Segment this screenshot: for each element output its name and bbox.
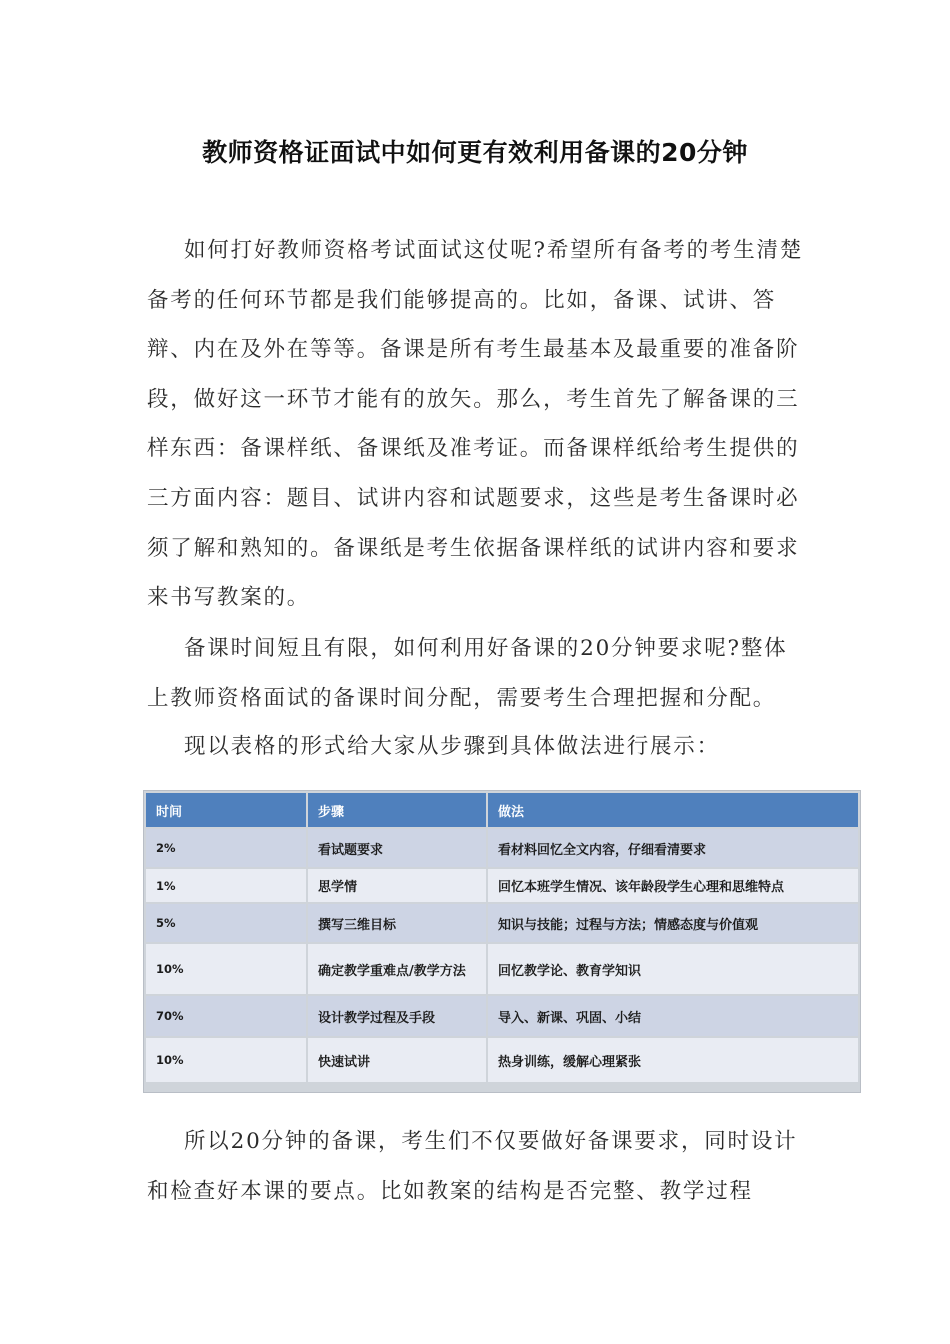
paragraph-conclusion: 所以20分钟的备课，考生们不仅要做好备课要求，同时设计和检查好本课的要点。比如教案的结构是否完整、教学过程 (147, 1129, 798, 1204)
header-step: 步骤 (308, 793, 486, 827)
cell-time: 1% (146, 869, 306, 902)
cell-time: 10% (146, 944, 306, 994)
table-row (146, 904, 858, 942)
cell-time: 5% (146, 904, 306, 942)
cell-step: 快速试讲 (308, 1038, 486, 1082)
cell-step: 确定教学重难点/教学方法 (308, 944, 486, 994)
document-title: 教师资格证面试中如何更有效利用备课的20分钟 (202, 138, 748, 167)
cell-method: 看材料回忆全文内容，仔细看清要求 (488, 829, 858, 867)
cell-step: 设计教学过程及手段 (308, 996, 486, 1036)
schedule-table-container (143, 790, 861, 1093)
header-method: 做法 (488, 793, 858, 827)
cell-method: 回忆教学论、教育学知识 (488, 944, 858, 994)
header-time: 时间 (146, 793, 306, 827)
cell-method: 知识与技能；过程与方法；情感态度与价值观 (488, 904, 858, 942)
table-row (146, 944, 858, 994)
table-row (146, 1038, 858, 1082)
cell-time: 2% (146, 829, 306, 867)
table-row (146, 996, 858, 1036)
table-row (146, 829, 858, 867)
cell-step: 思学情 (308, 869, 486, 902)
schedule-table (144, 791, 860, 1084)
cell-method: 导入、新课、巩固、小结 (488, 996, 858, 1036)
cell-time: 70% (146, 996, 306, 1036)
paragraph-table-intro: 现以表格的形式给大家从步骤到具体做法进行展示： (184, 734, 720, 759)
cell-step: 撰写三维目标 (308, 904, 486, 942)
cell-time: 10% (146, 1038, 306, 1082)
table-row (146, 869, 858, 902)
paragraph-intro: 如何打好教师资格考试面试这仗呢?希望所有备考的考生清楚备考的任何环节都是我们能够提高的。比如，备课、试讲、答辩、内在及外在等等。备课是所有考生最基本及最重要的准备阶段，做好这一环节才能有的放矢。那么，考生首先了解备课的三样东西：备课样纸、备课纸及准考证。而备课样纸给考生提供的三方面内容：题目、试讲内容和试题要求，这些是考生备课时必须了解和熟知的。备课纸是考生依据备课样纸的试讲内容和要求来书写教案的。 (147, 238, 804, 611)
paragraph-time-allocation: 备课时间短且有限，如何利用好备课的20分钟要求呢?整体上教师资格面试的备课时间分配，需要考生合理把握和分配。 (147, 636, 788, 711)
cell-method: 回忆本班学生情况、该年龄段学生心理和思维特点 (488, 869, 858, 902)
table-header-row (146, 793, 858, 827)
cell-step: 看试题要求 (308, 829, 486, 867)
cell-method: 热身训练，缓解心理紧张 (488, 1038, 858, 1082)
